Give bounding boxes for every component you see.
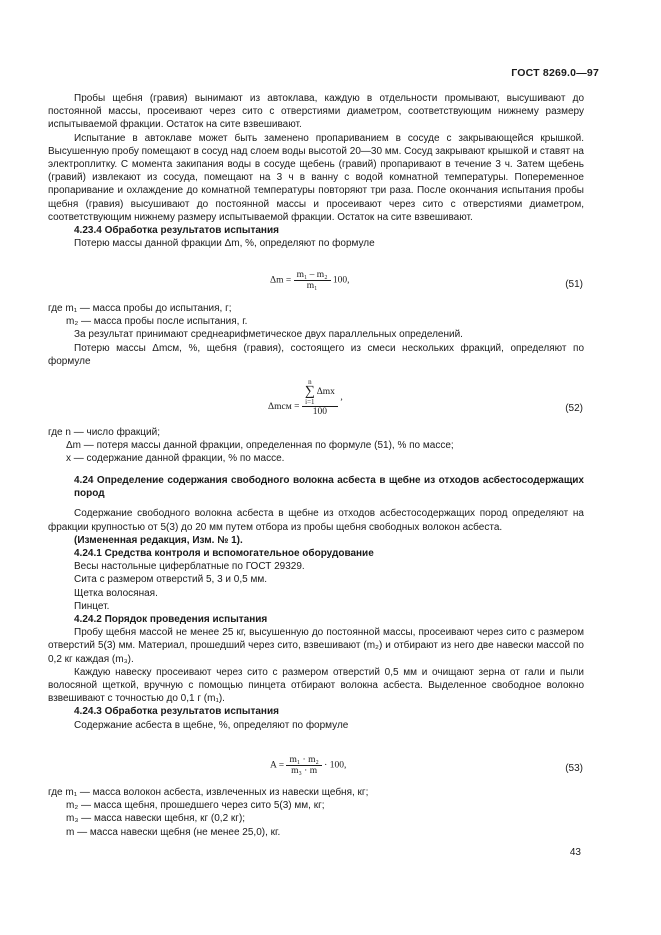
formula-fraction (294, 270, 331, 291)
where-list-52 (48, 426, 584, 466)
paragraph: Содержание свободного волокна асбеста в щебне из отходов асбестосодержащих пород определяют на фракции крупностью от 5(3) до 20 мм путем отбора из пробы щебня свободных волокон асбеста. (48, 508, 584, 533)
paragraph: Каждую навеску просеивают через сито с размером отверстий 0,5 мм и очищают зерна от гали и пыли волосяной щеткой, вручную с помощью пинцета отбирают волокна асбеста. Выделенное свободное волокно взвешивают с точностью до 0,1 г (m₁). (48, 666, 584, 705)
body-block-5 (48, 786, 584, 839)
formula-tail: 100, (332, 275, 350, 286)
where-item: где m₁ — масса пробы до испытания, г; (48, 303, 232, 314)
where-item: m₂ — масса пробы после испытания, г. (66, 316, 248, 328)
list-item: Весы настольные циферблатные по ГОСТ 29329. (74, 561, 305, 573)
formula-lhs: Δmсм = (268, 401, 300, 412)
list-item: Пинцет. (74, 600, 110, 612)
where-list-51 (48, 302, 584, 328)
formula-lhs: Δm = (270, 275, 292, 286)
where-item: m₂ — масса щебня, прошедшего через сито 5(3) мм, кг; (66, 800, 325, 812)
formula-numerator: m₁ – m₂ (294, 270, 331, 281)
formula-numerator: m₁ · m₂ (286, 755, 321, 766)
body-block-3 (48, 426, 584, 466)
formula-tail: , (340, 392, 343, 403)
section-heading-4-24-2: 4.24.2 Порядок проведения испытания (74, 614, 268, 626)
page-number: 43 (569, 847, 581, 858)
formula-denominator: 100 (312, 407, 328, 417)
paragraph: За результат принимают среднеарифметическое двух параллельных определений. (74, 329, 463, 341)
paragraph: Пробы щебня (гравия) вынимают из автоклава, каждую в отдельности промывают, высушивают до постоянной массы, просеивают через сито с отверстиями диаметром, соответствующим нижнему размеру испытываемой фракции. Остаток на сите взвешивают. (48, 93, 584, 131)
formula-53 (270, 755, 346, 776)
equipment-list (48, 560, 584, 613)
body-block-4 (48, 474, 584, 732)
where-item: x — содержание данной фракции, % по массе. (66, 453, 285, 465)
paragraph: Содержание асбеста в щебне, %, определяют по формуле (74, 719, 349, 731)
standard-header: ГОСТ 8269.0—97 (511, 67, 599, 79)
formula-fraction (302, 378, 338, 417)
section-heading-4-24-1: 4.24.1 Средства контроля и вспомогательное оборудование (74, 548, 374, 560)
where-item: где m₁ — масса волокон асбеста, извлеченных из навески щебня, кг; (48, 787, 369, 798)
where-item: Δm — потеря массы данной фракции, определенная по формуле (51), % по массе; (66, 440, 454, 452)
formula-denominator: m₁ (306, 281, 318, 291)
body-block-2 (48, 302, 584, 368)
paragraph: Пробу щебня массой не менее 25 кг, высушенную до постоянной массы, просеивают через сито с размером отверстий 5(3) мм. Материал, прошедший через сито, взвешивают (m₂) и отбирают из него две навески массой по 0,2 кг каждая (m₃). (48, 627, 584, 665)
where-item: где n — число фракций; (48, 427, 160, 438)
formula-tail: · 100, (324, 760, 347, 771)
formula-lhs: A = (270, 760, 285, 771)
equation-number-53: (53) (565, 763, 583, 774)
list-item: Щетка волосяная. (74, 587, 158, 599)
equation-number-51: (51) (565, 279, 583, 290)
body-block-1 (48, 92, 584, 250)
formula-denominator: m₃ · m (291, 766, 318, 776)
paragraph: Испытание в автоклаве может быть заменено пропариванием в сосуде с закрывающейся крышкой. Высушенную пробу помещают в сосуд над слоем воды высотой 20—30 мм. Сосуд закрывают крышкой и ставят на электроплитку. С момента закипания воды в сосуде щебень (гравий) пропаривают в течение 3 ч. Затем щебень (гравий) извлекают из сосуда, помещают на 3 ч в ванну с водой комнатной температуры. Попеременное пропаривание и охлаждение до комнатной температуры повторяют три раза. После окончания испытания пробы щебня (гравия) высушивают до постоянной массы и просеивают через сито с отверстиями диаметром, соответствующим нижнему размеру испытываемой фракции. Остаток на сите взвешивают. (48, 132, 584, 223)
formula-51 (270, 270, 350, 291)
equation-number-52: (52) (565, 403, 583, 414)
sum-symbol: ∑ (304, 384, 315, 399)
formula-52 (268, 378, 343, 417)
amendment-note: (Измененная редакция, Изм. № 1). (74, 534, 243, 546)
where-item: m — масса навески щебня (не менее 25,0), кг. (66, 826, 281, 838)
where-item: m₃ — масса навески щебня, кг (0,2 кг); (66, 813, 246, 825)
section-heading-4-24-3: 4.24.3 Обработка результатов испытания (74, 706, 279, 718)
sum-term: Δmx (316, 387, 335, 398)
paragraph: Потерю массы Δmсм, %, щебня (гравия), состоящего из смеси нескольких фракций, определяют по формуле (48, 342, 584, 367)
list-item: Сита с размером отверстий 5, 3 и 0,5 мм. (74, 574, 268, 586)
formula-numerator (302, 378, 338, 407)
section-heading-4-24: 4.24 Определение содержания свободного волокна асбеста в щебне из отходов асбестосодержащих пород (74, 475, 584, 500)
where-list-53 (48, 786, 584, 839)
sum-lower-limit: i=1 (305, 398, 315, 406)
section-heading-4-23-4: 4.23.4 Обработка результатов испытания (74, 225, 279, 237)
paragraph: Потерю массы данной фракции Δm, %, определяют по формуле (74, 238, 375, 250)
formula-fraction (286, 755, 321, 776)
sum-upper-limit: n (308, 378, 312, 386)
